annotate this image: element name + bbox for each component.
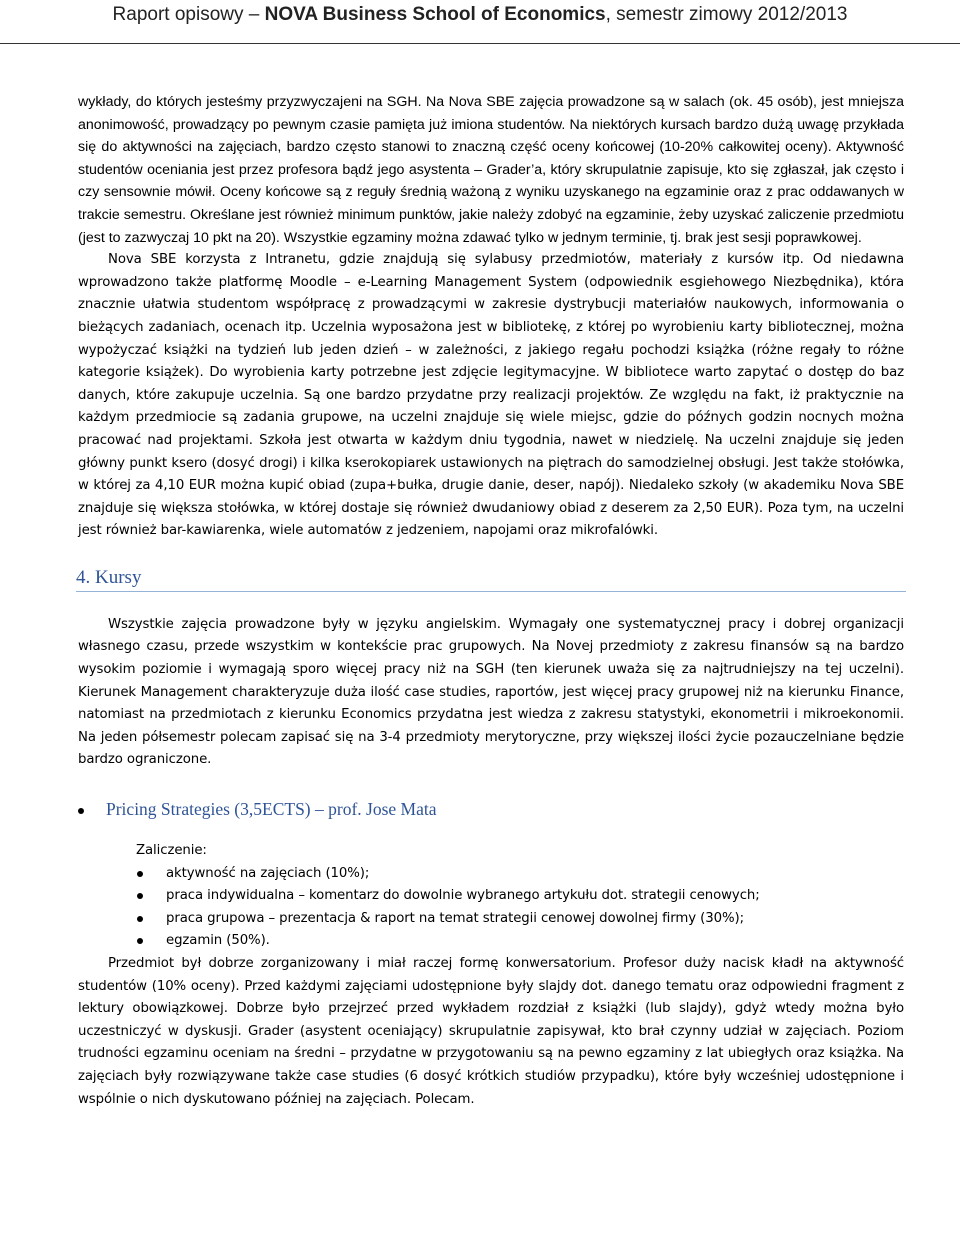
bullet-icon	[137, 893, 143, 899]
bullet-icon	[78, 808, 84, 814]
list-item	[166, 908, 904, 931]
list-item-text: praca grupowa – prezentacja & raport na temat strategii cenowej dowolnej firmy (30%);	[166, 910, 744, 926]
list-item	[166, 930, 904, 953]
section-number: 4.	[76, 566, 91, 588]
grading-label: Zaliczenie:	[136, 843, 207, 859]
list-item-text: praca indywidualna – komentarz do dowolnie wybranego artykułu dot. strategii cenowych;	[166, 888, 760, 904]
running-header	[0, 0, 960, 46]
header-prefix: Raport opisowy –	[112, 4, 260, 25]
bullet-icon	[137, 871, 143, 877]
section-title: Kursy	[95, 566, 142, 588]
header-suffix: , semestr zimowy 2012/2013	[605, 4, 848, 25]
bullet-icon	[137, 916, 143, 922]
course-heading	[106, 799, 904, 820]
list-item	[166, 885, 904, 908]
header-divider	[0, 43, 960, 44]
paragraph-grading: wykłady, do których jesteśmy przyzwyczajeni na SGH. Na Nova SBE zajęcia prowadzone są w salach (ok. 45 osób), jest mniejsza anonimowość, prowadzący po pewnym czasie pamięta już imiona studentów. Na niektórych kursach bardzo dużą uwagę przykłada się do aktywności na zajęciach, bardzo często stanowi to znaczną część oceny końcowej (10-20% całkowitej oceny). Aktywność studentów oceniania jest przez profesora bądź jego asystenta – Grader’a, który skrupulatnie zapisuje, kto się zgłaszał, jak często i czy sensownie mówił. Oceny końcowe są z reguły średnią ważoną z wyniku uzyskanego na egzaminie oraz z prac oddawanych w trakcie semestru. Określane jest również minimum punktów, jakie należy zdobyć na egzaminie, żeby uzyskać zaliczenie przedmiotu (jest to zazwyczaj 10 pkt na 20). Wszystkie egzaminy można zdawać tylko w jednym terminie, tj. brak jest sesji poprawkowej.	[78, 94, 904, 246]
paragraph-courses-intro: Wszystkie zajęcia prowadzone były w języku angielskim. Wymagały one systematycznej pracy i dobrej organizacji własnego czasu, przede wszystkim w kontekście prac grupowych. Na Novej przedmioty z zakresu finansów są na bardzo wysokim poziomie i wymagają sporo więcej pracy niż na SGH (ten kierunek uważa się za najtrudniejszy na tej uczelni). Kierunek Management charakteryzuje duża ilość case studies, raportów, jest więcej pracy grupowej niż na kierunku Finance, natomiast na przedmiotach z kierunku Economics przydatna jest wiedza z zakresu statystyki, ekonometrii i mikroekonomii. Na jeden półsemestr polecam zapisać się na 3-4 przedmioty merytoryczne, przy większej ilości życie pozauczelniane będzie bardzo ograniczone.	[78, 616, 904, 768]
list-item-text: egzamin (50%).	[166, 933, 270, 949]
grading-list	[166, 863, 904, 953]
paragraph-course-review: Przedmiot był dobrze zorganizowany i miał raczej formę konwersatorium. Profesor duży nacisk kładł na aktywność studentów (10% oceny). Przed każdymi zajęciami udostępnione były slajdy dot. danego tematu oraz odpowiedni fragment z lektury obowiązkowej. Dobrze było przejrzeć przed wykładem rozdział z książki (lub slajdy), gdyż wtedy można było uczestniczyć w dyskusji. Grader (asystent oceniający) skrupulatnie zapisywał, kto brał czynny udział w zajęciach. Poziom trudności egzaminu oceniam na średni – przydatne w przygotowaniu są na pewno egzaminy z lat ubiegłych oraz książka. Na zajęciach były rozwiązywane także case studies (6 dosyć krótkich studiów przypadku), które były wcześniej udostępnione i wspólnie o nich dyskutowano później na zajęciach. Polecam.	[78, 956, 904, 1107]
paragraph-facilities: Nova SBE korzysta z Intranetu, gdzie znajdują się sylabusy przedmiotów, materiały z kursów itp. Od niedawna wprowadzono także platformę Moodle – e-Learning Management System (odpowiednik esgiehowego Niezbędnika), która znacznie ułatwia studentom współpracę z prowadzącymi w zakresie dystrybucji materiałów naukowych, informowania o bieżących zadaniach, ocenach itp. Uczelnia wyposażona jest w bibliotekę, z której po wyrobieniu karty bibliotecznej, można wypożyczać książki na tydzień lub jeden dzień – w zależności, z jakiego regału pochodzi książka (różne regały to różne kategorie książek). Do wyrobienia karty potrzebne jest zdjęcie legitymacyjne. W bibliotece warto zapytać o dostęp do baz danych, które zakupuje uczelnia. Są one bardzo przydatne przy realizacji projektów. Ze względu na fakt, iż praktycznie na każdym przedmiocie są zadania grupowe, na uczelni znajduje się wiele miejsc, gdzie do późnych godzin nocnych można pracować nad projektami. Szkoła jest otwarta w każdym dniu tygodnia, nawet w niedzielę. Na uczelni znajduje się jeden główny punkt ksero (dosyć drogi) i kilka kserokopiarek ustawionych na piętrach do samodzielnej obsługi. Jest także stołówka, w której za 4,10 EUR można kupić obiad (zupa+bułka, drugie danie, deser, napój). Niedaleko szkoły (w akademiku Nova SBE znajduje się większa stołówka, w której dostaje się również dwudaniowy obiad z deserem za 2,50 EUR). Poza tym, na uczelni jest również bar-kawiarenka, wiele automatów z jedzeniem, napojami oraz mikrofalówki.	[78, 252, 904, 539]
list-item-text: aktywność na zajęciach (10%);	[166, 865, 370, 881]
document-body	[78, 91, 904, 1111]
course-title: Pricing Strategies (3,5ECTS) – prof. Jose Mata	[106, 799, 437, 820]
header-school: NOVA Business School of Economics	[264, 4, 606, 25]
bullet-icon	[137, 938, 143, 944]
section-heading	[76, 567, 906, 592]
list-item	[166, 863, 904, 886]
